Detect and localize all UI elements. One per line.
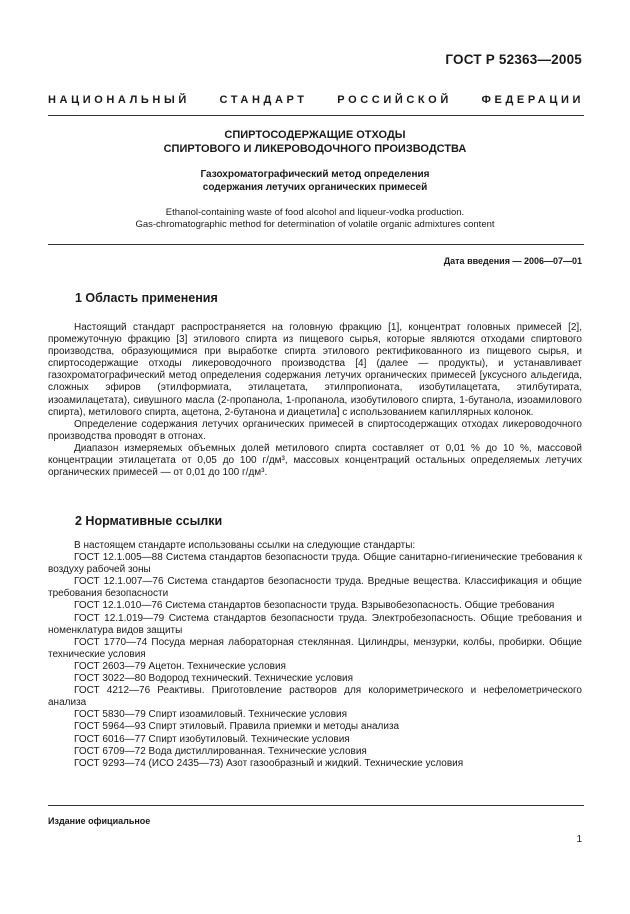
reference-item: ГОСТ 1770—74 Посуда мерная лабораторная стеклянная. Цилиндры, мензурки, колбы, пробирки. Общие технические условия [48, 636, 582, 660]
reference-item: ГОСТ 6016—77 Спирт изобутиловый. Технические условия [74, 733, 350, 745]
divider-top [48, 115, 584, 116]
reference-item: ГОСТ 12.1.005—88 Система стандартов безопасности труда. Общие санитарно-гигиенические требования к воздуху рабочей зоны [48, 552, 582, 576]
english-title [0, 207, 630, 231]
reference-item: ГОСТ 2603—79 Ацетон. Технические условия [74, 660, 286, 672]
english-title-line: Ethanol-containing waste of food alcohol and liqueur-vodka production. [165, 207, 465, 218]
subtitle-line: Газохроматографический метод определения [200, 169, 430, 180]
paragraph: В настоящем стандарте использованы ссылки на следующие стандарты: [74, 540, 416, 551]
section-2-heading: 2 Нормативные ссылки [75, 514, 223, 528]
english-title-line: Gas-chromatographic method for determination of volatile organic admixtures content [135, 219, 495, 230]
reference-item: ГОСТ 6709—72 Вода дистиллированная. Технические условия [74, 745, 367, 757]
reference-item: ГОСТ 5964—93 Спирт этиловый. Правила приемки и методы анализа [74, 721, 400, 733]
reference-item: ГОСТ 12.1.019—79 Система стандартов безопасности труда. Электробезопасность. Общие требования и номенклатура видов защиты [48, 612, 582, 636]
edition-note: Издание официальное [48, 816, 151, 826]
subtitle-line: содержания летучих органических примесей [202, 182, 428, 193]
divider-middle [48, 244, 584, 245]
reference-item: ГОСТ 4212—76 Реактивы. Приготовление растворов для колориметрического и нефелометрического анализа [48, 685, 582, 709]
divider-bottom [48, 805, 584, 806]
document-title [0, 128, 630, 156]
section-1-heading: 1 Область применения [75, 291, 218, 305]
title-line: СПИРТОСОДЕРЖАЩИЕ ОТХОДЫ [224, 129, 406, 141]
page-number: 1 [576, 834, 582, 845]
national-standard-banner: НАЦИОНАЛЬНЫЙ СТАНДАРТ РОССИЙСКОЙ ФЕДЕРАЦИИ [48, 94, 584, 106]
paragraph: Настоящий стандарт распространяется на головную фракцию [1], концентрат головных примесей [2], промежуточную фракцию [3] этилового спирта из пищевого сырья, которые являются отходами спиртового производства, образующимися при выработке спирта этилового ректификованного из пищевого сырья, и спиртосодержащие отходы ликероводочного производства [4] (далее — продукты), и устанавливает газохроматографический метод определения содержания летучих органических примесей [уксусного альдегида, сложных эфиров (этилформиата, этилацетата, этилпропионата, изобутилацетата, этилбутирата, изоамилацетата), сивушного масла (2-пропанола, 1-пропанола, изобутилового спирта, 1-бутанола, изоамилового спирта), метилового спирта, ацетона, 2-бутанона и диацетила] с использованием капиллярных колонок. [48, 322, 582, 418]
paragraph: Определение содержания летучих органических примесей в спиртосодержащих отходах ликероводочного производства проводят в отгонах. [48, 418, 582, 442]
reference-item: ГОСТ 3022—80 Водород технический. Технические условия [74, 673, 354, 685]
title-line: СПИРТОВОГО И ЛИКЕРОВОДОЧНОГО ПРОИЗВОДСТВА [163, 143, 467, 155]
section-1-body [48, 322, 582, 479]
section-2-body [48, 540, 582, 770]
paragraph: Диапазон измеряемых объемных долей метилового спирта составляет от 0,01 % до 10 %, массовой концентрации этилацетата от 0,05 до 100 г/дм³, массовых концентраций остальных определяемых летучих органических примесей — от 0,01 до 100 г/дм³. [48, 442, 582, 479]
reference-item: ГОСТ 9293—74 (ИСО 2435—73) Азот газообразный и жидкий. Технические условия [74, 757, 464, 769]
reference-item: ГОСТ 5830—79 Спирт изоамиловый. Технические условия [74, 709, 348, 721]
reference-item: ГОСТ 12.1.007—76 Система стандартов безопасности труда. Вредные вещества. Классификация и общие требования безопасности [48, 576, 582, 600]
reference-item: ГОСТ 12.1.010—76 Система стандартов безопасности труда. Взрывобезопасность. Общие требования [74, 600, 555, 612]
document-subtitle [0, 168, 630, 194]
standard-number: ГОСТ Р 52363—2005 [445, 52, 582, 67]
introduction-date: Дата введения — 2006—07—01 [443, 256, 582, 266]
